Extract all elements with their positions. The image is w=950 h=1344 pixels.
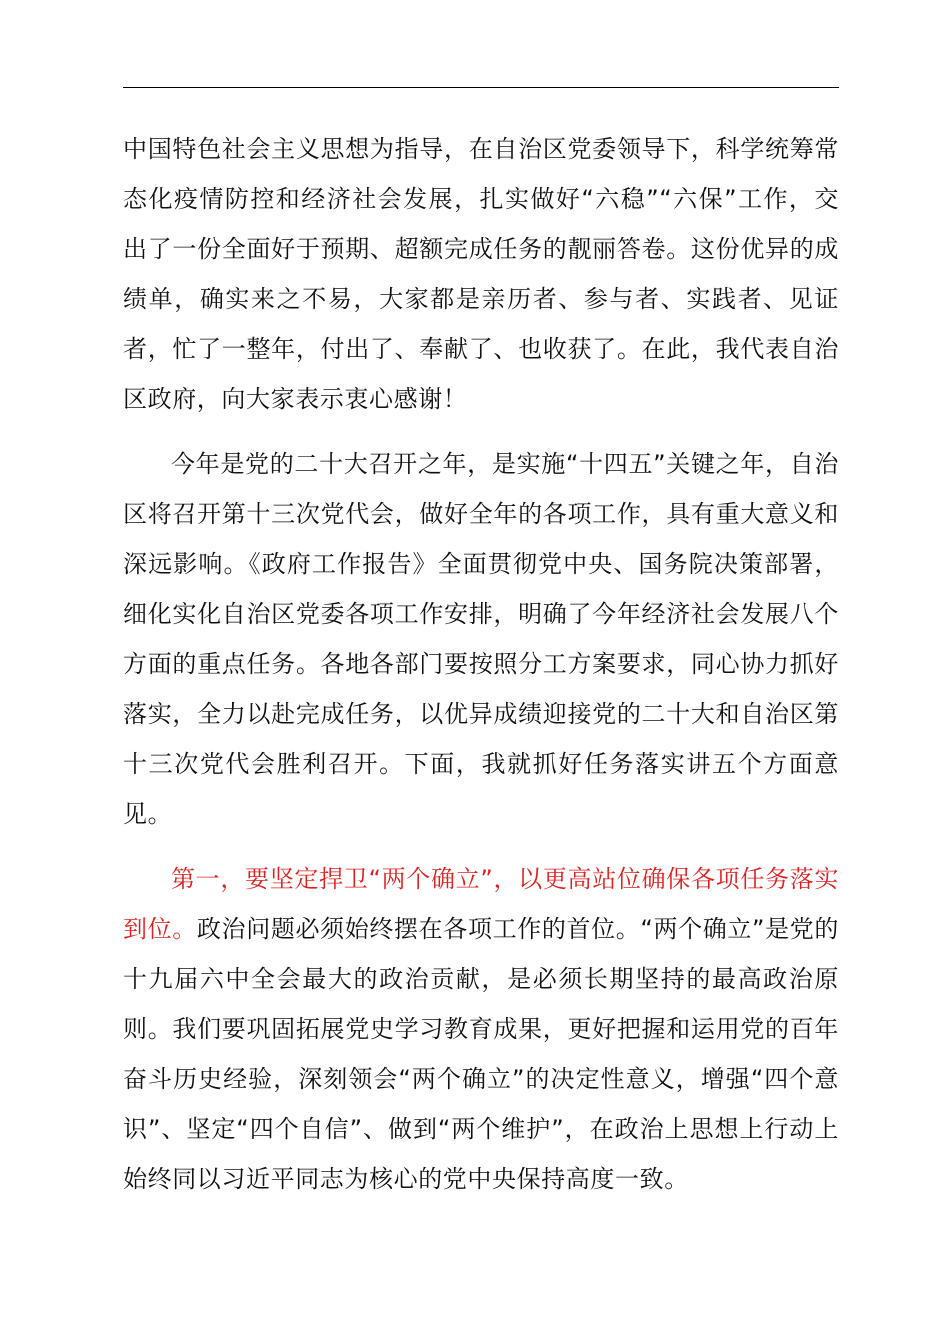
- section-body: 政治问题必须始终摆在各项工作的首位。“两个确立”是党的十九届六中全会最大的政治贡献，是必须长期坚持的最高政治原则。我们要巩固拓展党史学习教育成果，更好把握和运用党的百年奋斗历史经验，深刻领会“两个确立”的决定性意义，增强“四个意识”、坚定“四个自信”、做到“两个维护”，在政治上思想上行动上始终同以习近平同志为核心的党中央保持高度一致。: [123, 915, 839, 1193]
- document-body: [123, 124, 839, 1204]
- paragraph-continuation: 中国特色社会主义思想为指导，在自治区党委领导下，科学统筹常态化疫情防控和经济社会发展，扎实做好“六稳”“六保”工作，交出了一份全面好于预期、超额完成任务的靓丽答卷。这份优异的成绩单，确实来之不易，大家都是亲历者、参与者、实践者、见证者，忙了一整年，付出了、奉献了、也收获了。在此，我代表自治区政府，向大家表示衷心感谢！: [123, 135, 839, 413]
- section-heading: 第一，要坚定捍卫“两个确立”，以更高站位确保各项任务落实到位。: [123, 865, 839, 943]
- paragraph-first-point: [123, 854, 839, 1204]
- paragraph-intro: 今年是党的二十大召开之年，是实施“十四五”关键之年，自治区将召开第十三次党代会，做好全年的各项工作，具有重大意义和深远影响。《政府工作报告》全面贯彻党中央、国务院决策部署，细化实化自治区党委各项工作安排，明确了今年经济社会发展八个方面的重点任务。各地各部门要按照分工方案要求，同心协力抓好落实，全力以赴完成任务，以优异成绩迎接党的二十大和自治区第十三次党代会胜利召开。下面，我就抓好任务落实讲五个方面意见。: [123, 450, 839, 828]
- header-rule: [123, 87, 839, 88]
